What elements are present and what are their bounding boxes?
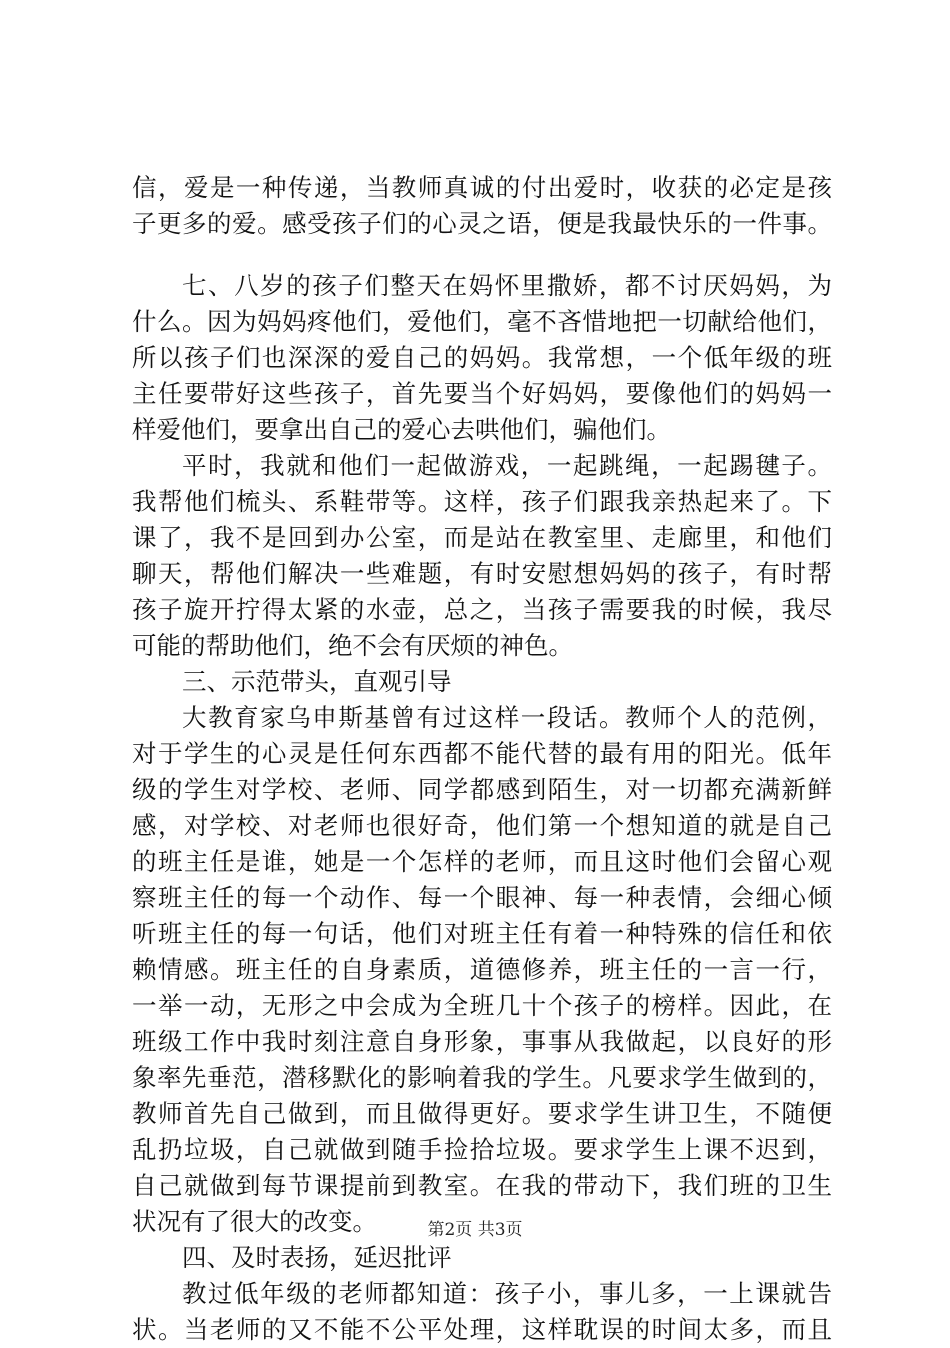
paragraph-first-line: 大教育家乌申斯基曾有过这样一段话。教师个人的范例， <box>182 703 832 732</box>
text-line: 我帮他们梳头、系鞋带等。这样，孩子们跟我亲热起来了。下 <box>132 487 832 516</box>
text-line: 子更多的爱。感受孩子们的心灵之语，便是我最快乐的一件事。 <box>132 209 832 238</box>
text-line: 的班主任是谁，她是一个怎样的老师，而且这时他们会留心观 <box>132 847 832 876</box>
text-line: 对于学生的心灵是任何东西都不能代替的最有用的阳光。低年 <box>132 739 832 768</box>
document-body <box>132 170 832 1348</box>
text-line: 级的学生对学校、老师、同学都感到陌生，对一切都充满新鲜 <box>132 775 832 804</box>
text-line: 教师首先自己做到，而且做得更好。要求学生讲卫生，不随便 <box>132 1099 832 1128</box>
text-line: 课了，我不是回到办公室，而是站在教室里、走廊里，和他们 <box>132 523 832 552</box>
text-line: 主任要带好这些孩子，首先要当个好妈妈，要像他们的妈妈一 <box>132 379 832 408</box>
paragraph-first-line: 教过低年级的老师都知道：孩子小，事儿多，一上课就告 <box>182 1279 832 1308</box>
text-line: 所以孩子们也深深的爱自己的妈妈。我常想，一个低年级的班 <box>132 343 832 372</box>
text-line: 象率先垂范，潜移默化的影响着我的学生。凡要求学生做到的， <box>132 1063 832 1092</box>
text-line: 状。当老师的又不能不公平处理，这样耽误的时间太多，而且 <box>132 1315 832 1344</box>
text-line: 班级工作中我时刻注意自身形象，事事从我做起，以良好的形 <box>132 1027 832 1056</box>
text-line: 信，爱是一种传递，当教师真诚的付出爱时，收获的必定是孩 <box>132 173 832 202</box>
text-line: 什么。因为妈妈疼他们，爱他们，毫不吝惜地把一切献给他们， <box>132 307 832 336</box>
page-footer: 第2页 共3页 <box>427 1220 523 1240</box>
section-heading: 四、及时表扬，延迟批评 <box>182 1243 452 1272</box>
text-line: 赖情感。班主任的自身素质，道德修养，班主任的一言一行， <box>132 955 832 984</box>
text-line: 自己就做到每节课提前到教室。在我的带动下，我们班的卫生 <box>132 1171 832 1200</box>
text-line: 乱扔垃圾，自己就做到随手捡拾垃圾。要求学生上课不迟到， <box>132 1135 832 1164</box>
text-line: 听班主任的每一句话，他们对班主任有着一种特殊的信任和依 <box>132 919 832 948</box>
text-line: 一举一动，无形之中会成为全班几十个孩子的榜样。因此，在 <box>132 991 832 1020</box>
paragraph-first-line: 七、八岁的孩子们整天在妈怀里撒娇，都不讨厌妈妈，为 <box>182 271 832 300</box>
text-line: 聊天，帮他们解决一些难题，有时安慰想妈妈的孩子，有时帮 <box>132 559 832 588</box>
paragraph-first-line: 平时，我就和他们一起做游戏，一起跳绳，一起踢毽子。 <box>182 451 832 480</box>
text-line: 察班主任的每一个动作、每一个眼神、每一种表情，会细心倾 <box>132 883 832 912</box>
text-line: 状况有了很大的改变。 <box>132 1207 377 1236</box>
text-line: 感，对学校、对老师也很好奇，他们第一个想知道的就是自己 <box>132 811 832 840</box>
section-heading: 三、示范带头，直观引导 <box>182 667 452 696</box>
text-line: 样爱他们，要拿出自己的爱心去哄他们，骗他们。 <box>132 415 671 444</box>
text-line: 可能的帮助他们，绝不会有厌烦的神色。 <box>132 631 573 660</box>
text-line: 孩子旋开拧得太紧的水壶，总之，当孩子需要我的时候，我尽 <box>132 595 832 624</box>
